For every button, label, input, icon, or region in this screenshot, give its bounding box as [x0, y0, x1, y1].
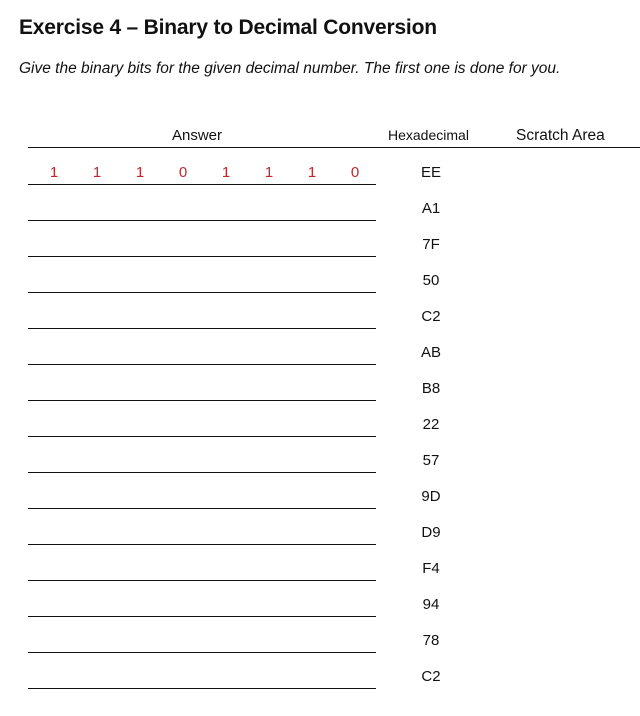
exercise-row — [0, 191, 640, 227]
exercise-row — [0, 623, 640, 659]
hex-value: A1 — [421, 200, 441, 217]
hex-value: F4 — [422, 560, 440, 577]
answer-bit: 0 — [178, 164, 188, 181]
answer-line[interactable] — [28, 652, 376, 653]
answer-line[interactable] — [28, 292, 376, 293]
answer-bit: 1 — [307, 164, 317, 181]
hex-value: 22 — [422, 416, 440, 433]
hex-value: EE — [420, 164, 441, 181]
exercise-row — [0, 227, 640, 263]
exercise-row — [0, 371, 640, 407]
answer-line[interactable] — [28, 220, 376, 221]
hex-value: D9 — [421, 524, 441, 541]
hex-value: 94 — [422, 596, 440, 613]
answer-bit: 0 — [350, 164, 360, 181]
answer-line[interactable] — [28, 364, 376, 365]
exercise-row — [0, 515, 640, 551]
answer-line[interactable] — [28, 580, 376, 581]
hex-value: AB — [420, 344, 441, 361]
answer-line[interactable] — [28, 328, 376, 329]
answer-line[interactable] — [28, 436, 376, 437]
answer-line[interactable] — [28, 256, 376, 257]
exercise-row — [0, 299, 640, 335]
hex-value: 9D — [421, 488, 441, 505]
answer-bit: 1 — [135, 164, 145, 181]
answer-line — [28, 184, 376, 185]
exercise-row — [0, 551, 640, 587]
answer-bit: 1 — [92, 164, 102, 181]
hex-value: B8 — [421, 380, 441, 397]
exercise-row — [0, 407, 640, 443]
hex-value: 50 — [422, 272, 440, 289]
hex-value: C2 — [421, 668, 441, 685]
header-rule — [28, 147, 640, 148]
answer-line[interactable] — [28, 400, 376, 401]
answer-bit: 1 — [49, 164, 59, 181]
hexadecimal-column-header: Hexadecimal — [388, 127, 469, 143]
answer-line[interactable] — [28, 544, 376, 545]
exercise-row — [0, 479, 640, 515]
scratch-area-column-header: Scratch Area — [516, 127, 605, 144]
answer-line[interactable] — [28, 688, 376, 689]
hex-value: 57 — [422, 452, 440, 469]
answer-column-header: Answer — [172, 127, 223, 144]
exercise-title: Exercise 4 – Binary to Decimal Conversion — [19, 16, 437, 39]
instructions: Give the binary bits for the given decimal number. The first one is done for you. — [19, 60, 561, 77]
exercise-row — [0, 155, 640, 191]
exercise-row — [0, 335, 640, 371]
answer-bit: 1 — [221, 164, 231, 181]
exercise-row — [0, 659, 640, 695]
answer-line[interactable] — [28, 616, 376, 617]
hex-value: 78 — [422, 632, 440, 649]
hex-value: 7F — [422, 236, 440, 253]
answer-bit: 1 — [264, 164, 274, 181]
answer-line[interactable] — [28, 508, 376, 509]
exercise-row — [0, 587, 640, 623]
exercise-row — [0, 443, 640, 479]
answer-line[interactable] — [28, 472, 376, 473]
exercise-row — [0, 263, 640, 299]
hex-value: C2 — [421, 308, 441, 325]
